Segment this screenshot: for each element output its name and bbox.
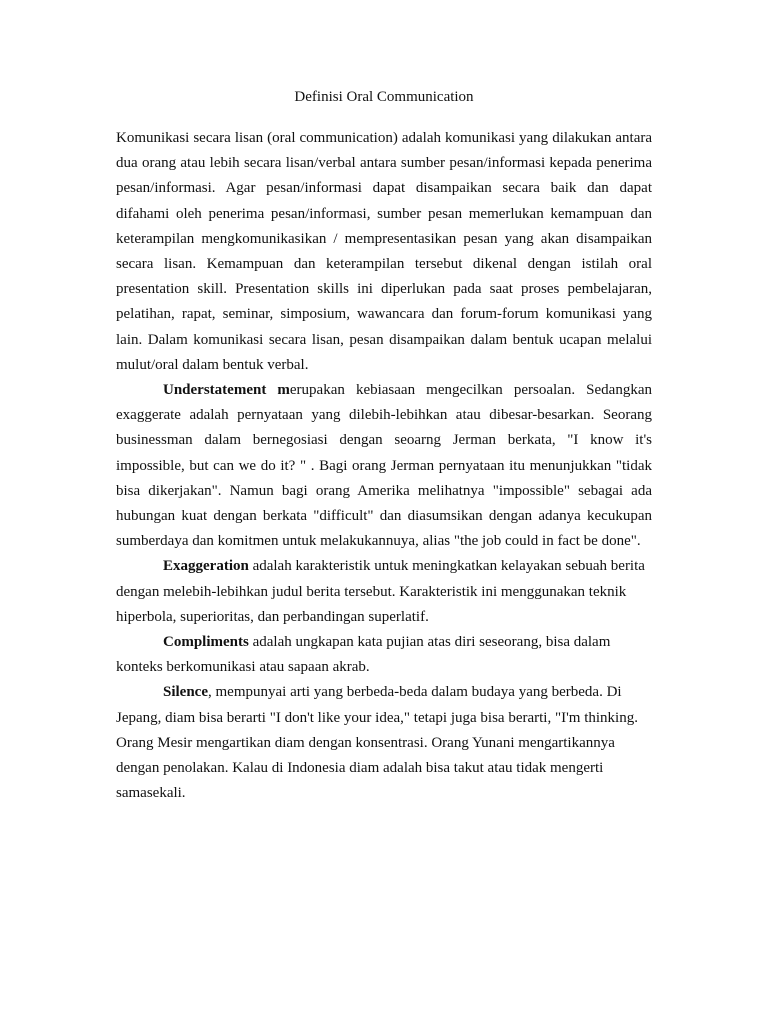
paragraph-understatement bbox=[116, 378, 652, 554]
term-understatement: Understatement m bbox=[163, 382, 290, 399]
paragraph-exaggeration-text: adalah karakteristik untuk meningkatkan kelayakan sebuah berita dengan melebih-lebihkan judul berita tersebut. Karakteristik ini menggunakan teknik hiperbola, superioritas, dan perbandingan superlatif. bbox=[116, 558, 645, 625]
term-silence: Silence bbox=[163, 684, 208, 701]
term-compliments: Compliments bbox=[163, 634, 249, 651]
paragraph-silence bbox=[116, 680, 652, 806]
document-title: Definisi Oral Communication bbox=[294, 89, 474, 105]
paragraph-understatement-text: erupakan kebiasaan mengecilkan persoalan. Sedangkan exaggerate adalah pernyataan yang dilebih-lebihkan atau dibesar-besarkan. Seorang businessman dalam bernegosiasi dengan seoarng Jerman berkata, "I know it's impossible, but can we do it? " . Bagi orang Jerman pernyataan itu menunjukkan "tidak bisa dikerjakan". Namun bagi orang Amerika melihatnya "impossible" sebagai ada hubungan kuat dengan berkata "difficult" dan diasumsikan dengan adanya kecukupan sumberdaya dan komitmen untuk melakukannuya, alias "the job could in fact be done". bbox=[116, 382, 652, 550]
paragraph-compliments-text: adalah ungkapan kata pujian atas diri seseorang, bisa dalam konteks berkomunikasi atau sapaan akrab. bbox=[116, 634, 611, 676]
paragraph-silence-text: , mempunyai arti yang berbeda-beda dalam budaya yang berbeda. Di Jepang, diam bisa berarti "I don't like your idea," tetapi juga bisa berarti, "I'm thinking. Orang Mesir mengartikan diam dengan konsentrasi. Orang Yunani mengartikannya dengan penolakan. Kalau di Indonesia diam adalah bisa takut atau tidak mengerti samasekali. bbox=[116, 684, 638, 802]
term-exaggeration: Exaggeration bbox=[163, 558, 249, 575]
paragraph-compliments bbox=[116, 630, 652, 680]
paragraph-oral-communication: Komunikasi secara lisan (oral communication) adalah komunikasi yang dilakukan antara dua orang atau lebih secara lisan/verbal antara sumber pesan/informasi kepada penerima pesan/informasi. Agar pesan/informasi dapat disampaikan secara baik dan dapat difahami oleh penerima pesan/informasi, sumber pesan memerlukan kemampuan dan keterampilan mengkomunikasikan / mempresentasikan pesan yang akan disampaikan secara lisan. Kemampuan dan keterampilan tersebut dikenal dengan istilah oral presentation skill. Presentation skills ini diperlukan pada saat proses pembelajaran, pelatihan, rapat, seminar, simposium, wawancara dan forum-forum komunikasi yang lain. Dalam komunikasi secara lisan, pesan disampaikan dalam bentuk ucapan melalui mulut/oral dalam bentuk verbal. bbox=[116, 130, 652, 373]
paragraph-exaggeration bbox=[116, 554, 652, 630]
document-page bbox=[116, 86, 652, 806]
